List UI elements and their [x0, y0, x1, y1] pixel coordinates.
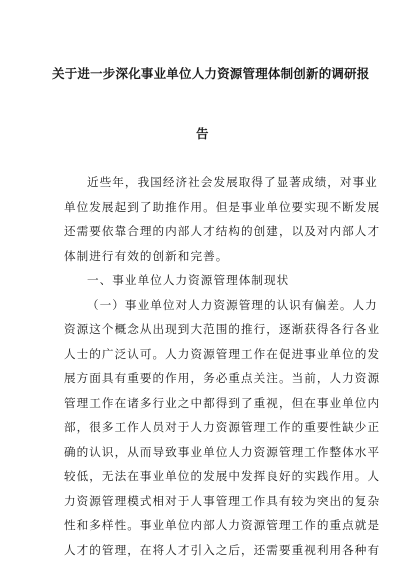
paragraph-line: 人才的管理，在将人才引入之后，还需要重视利用各种有 [64, 542, 381, 557]
paragraph-line: 单位发展起到了助推作用。但是事业单位要实现不断发展 [64, 199, 381, 214]
paragraph-line: 人士的广泛认可。人力资源管理工作在促进事业单位的发 [64, 346, 381, 361]
document-title-continuation: 告 [196, 126, 209, 141]
paragraph-line: 展方面具有重要的作用，务必重点关注。当前，人力资源 [64, 371, 381, 385]
paragraph-line: （一）事业单位对人力资源管理的认识有偏差。人力 [87, 297, 378, 312]
document-title: 关于进一步深化事业单位人力资源管理体制创新的调研报 [52, 66, 370, 81]
document-body [64, 170, 381, 562]
paragraph-line: 确的认识，从而导致事业单位人力资源管理工作整体水平 [64, 444, 381, 459]
paragraph-line: 管理工作在诸多行业之中都得到了重视，但在事业单位内 [64, 395, 381, 410]
paragraph-line: 力资源管理模式相对于人事管理工作具有较为突出的复杂 [64, 493, 381, 508]
paragraph-line: 较低，无法在事业单位的发展中发挥良好的实践作用。人 [64, 469, 381, 483]
section-heading: 一、事业单位人力资源管理体制现状 [87, 273, 290, 287]
paragraph-line: 资源这个概念从出现到大范围的推行，逐渐获得各行各业 [64, 322, 381, 336]
paragraph-line: 体制进行有效的创新和完善。 [64, 248, 229, 263]
paragraph-line: 近些年，我国经济社会发展取得了显著成绩，对事业 [87, 175, 378, 189]
paragraph-line: 性和多样性。事业单位内部人力资源管理工作的重点就是 [64, 518, 381, 532]
paragraph-line: 还需要依靠合理的内部人才结构的创建，以及对内部人才 [64, 224, 381, 238]
paragraph-line: 部，很多工作人员对于人力资源管理工作的重要性缺少正 [64, 420, 381, 434]
